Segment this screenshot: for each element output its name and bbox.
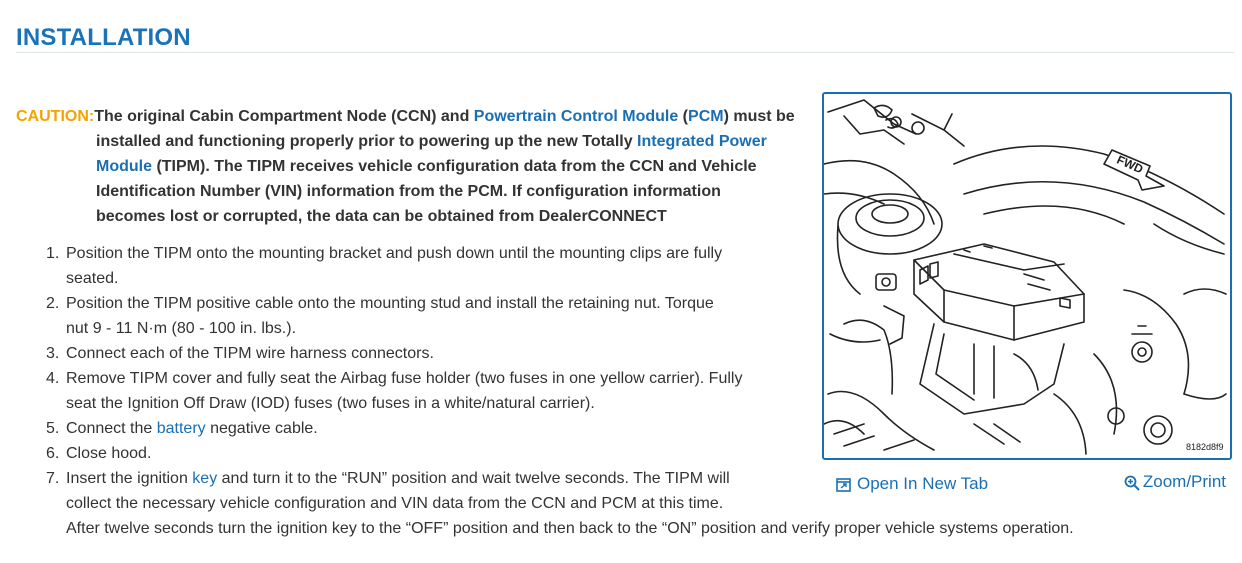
step-number: 1. <box>46 245 60 262</box>
zoom-icon <box>1124 475 1140 491</box>
caution-text: installed and functioning properly prior to powering up the new Totally <box>96 133 638 150</box>
step-number: 4. <box>46 370 60 387</box>
caution-line-5: becomes lost or corrupted, the data can be obtained from DealerCONNECT <box>96 208 667 225</box>
step-text-post: and turn it to the “RUN” position and wait twelve seconds. The TIPM will <box>217 470 730 487</box>
step-text: seated. <box>66 270 119 287</box>
caution-line-1 <box>16 104 824 129</box>
figure-id: 8182d8f9 <box>1186 442 1224 452</box>
figure-toolbar <box>822 464 1232 496</box>
pcm-link[interactable]: PCM <box>688 108 724 125</box>
section-title: INSTALLATION <box>16 24 191 51</box>
step-item <box>46 416 826 441</box>
step-text-post: negative cable. <box>205 420 318 437</box>
ipm-link-cont[interactable]: Module <box>96 158 152 175</box>
step-text: Remove TIPM cover and fully seat the Airbag fuse holder (two fuses in one yellow carrier). Fully <box>66 370 743 387</box>
open-new-tab-button[interactable] <box>836 474 988 494</box>
step-number: 6. <box>46 445 60 462</box>
step-number: 7. <box>46 470 60 487</box>
step-item <box>46 241 826 291</box>
zoom-print-button[interactable] <box>1124 472 1226 492</box>
step-text: Position the TIPM positive cable onto the mounting stud and install the retaining nut. Torque <box>66 295 714 312</box>
open-new-tab-label: Open In New Tab <box>857 474 989 493</box>
caution-line-2 <box>16 129 824 154</box>
figure-panel <box>822 92 1232 502</box>
step-text: Connect each of the TIPM wire harness connectors. <box>66 345 434 362</box>
step-number: 3. <box>46 345 60 362</box>
step-text: Close hood. <box>66 445 152 462</box>
step-text-pre: Insert the ignition <box>66 470 193 487</box>
step-text <box>66 466 826 491</box>
caution-text: The original Cabin Compartment Node (CCN) and <box>94 108 474 125</box>
step-text: nut 9 - 11 N·m (80 - 100 in. lbs.). <box>66 320 297 337</box>
battery-link[interactable]: battery <box>156 420 206 437</box>
caution-text: ( <box>678 108 689 125</box>
step-number: 2. <box>46 295 60 312</box>
ipm-link[interactable]: Integrated Power <box>637 133 767 150</box>
step-item <box>46 366 826 416</box>
fwd-label: FWD <box>1114 152 1146 177</box>
step-text: Position the TIPM onto the mounting bracket and push down until the mounting clips are fully <box>66 245 723 262</box>
step-number: 5. <box>46 420 60 437</box>
section-divider <box>16 52 1234 53</box>
key-link[interactable]: key <box>192 470 218 487</box>
tipm-illustration <box>824 94 1230 458</box>
step-item <box>46 341 826 366</box>
caution-label: CAUTION: <box>16 108 95 125</box>
caution-line-4: Identification Number (VIN) information from the PCM. If configuration information <box>96 183 721 200</box>
pcm-name-link[interactable]: Powertrain Control Module <box>473 108 679 125</box>
step-text: collect the necessary vehicle configuration and VIN data from the CCN and PCM at this time. <box>66 495 724 512</box>
caution-block <box>16 104 824 229</box>
caution-text: ) must be <box>723 108 795 125</box>
figure-image[interactable] <box>822 92 1232 460</box>
step-text <box>66 416 826 441</box>
step-text-pre: Connect the <box>66 420 157 437</box>
caution-text: (TIPM). The TIPM receives vehicle configuration data from the CCN and Vehicle <box>152 158 757 175</box>
step-item <box>46 291 826 341</box>
open-new-tab-icon <box>836 478 851 492</box>
step-text: seat the Ignition Off Draw (IOD) fuses (two fuses in a white/natural carrier). <box>66 395 595 412</box>
zoom-print-label: Zoom/Print <box>1142 472 1226 491</box>
caution-line-3 <box>16 154 824 179</box>
step-text: After twelve seconds turn the ignition key to the “OFF” position and then back to the “ON” position and verify proper vehicle systems operation. <box>66 520 1074 537</box>
step-item <box>46 441 826 466</box>
